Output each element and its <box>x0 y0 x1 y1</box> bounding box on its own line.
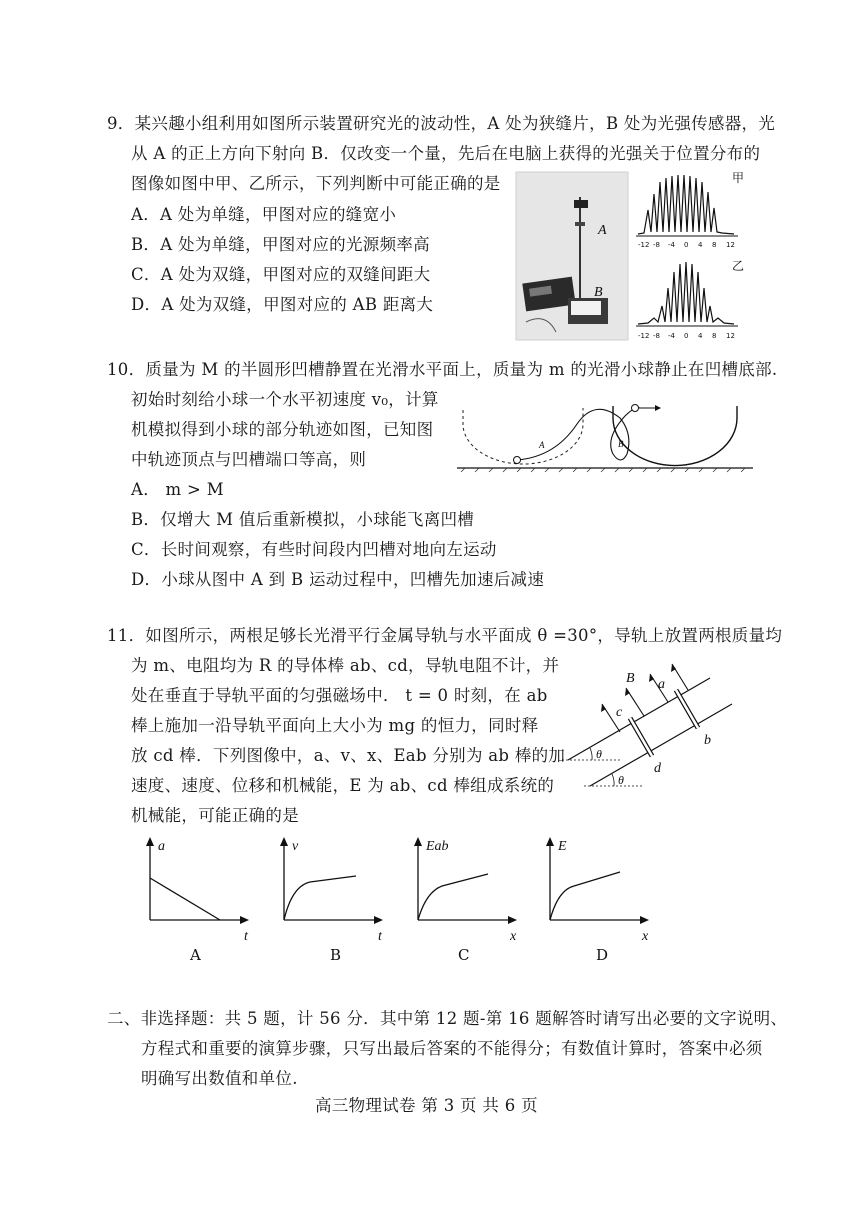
q11-graph-d-ylabel: E <box>558 839 567 854</box>
q9-line-2: 从 A 的正上方向下射向 B．仅改变一个量，先后在电脑上获得的光强关于位置分布的 <box>131 144 761 163</box>
q10-initial-groove <box>463 408 583 464</box>
q10-line-4: 中轨迹顶点与凹槽端口等高，则 <box>131 450 367 469</box>
q9-yi-tick: 8 <box>712 332 717 340</box>
q11-theta-upper: θ <box>596 747 602 761</box>
q10-option-a: A． m > M <box>131 480 224 499</box>
q9-label-yi: 乙 <box>732 259 745 273</box>
q11-graph-b-caption: B <box>330 946 342 964</box>
q11-graph-d-caption: D <box>596 946 609 964</box>
q10-option-b: B．仅增大 M 值后重新模拟，小球能飞离凹槽 <box>131 510 475 529</box>
q10-label-a: A <box>539 440 545 450</box>
q9-line-1: 9．某兴趣小组利用如图所示装置研究光的波动性，A 处为狭缝片，B 处为光强传感器，光 <box>107 114 776 133</box>
q11-graph-a-caption: A <box>190 946 201 964</box>
q11-graph-a-curve <box>150 878 220 920</box>
q9-yi-tick: -4 <box>668 332 675 340</box>
q11-graph-c-curve <box>418 874 488 920</box>
q10-label-b: B <box>618 439 624 449</box>
q9-jia-curve <box>638 175 734 234</box>
q10-option-d: D．小球从图中 A 到 B 运动过程中，凹槽先加速后减速 <box>131 570 545 589</box>
section2-line-3: 明确写出数值和单位. <box>141 1069 298 1088</box>
q9-yi-tick: -8 <box>653 332 660 340</box>
q11-graph-c-ylabel: Eab <box>426 839 449 854</box>
q11-graph-d-xlabel: x <box>642 929 649 944</box>
q11-label-d: d <box>654 761 661 776</box>
q9-jia-tick: 12 <box>726 241 735 249</box>
q11-line-4: 棒上施加一沿导轨平面向上大小为 mg 的恒力，同时释 <box>131 716 539 735</box>
q11-theta-lower: θ <box>618 773 624 787</box>
q11-label-b-field: B <box>626 671 635 686</box>
q10-trajectory-figure <box>455 402 755 474</box>
q9-apparatus-figure <box>516 172 628 340</box>
q11-graph-d <box>540 836 660 966</box>
q9-jia-tick: -8 <box>653 241 660 249</box>
q11-graph-b-curve <box>284 876 356 920</box>
q11-line-5: 放 cd 棒．下列图像中，a、v、x、Eab 分别为 ab 棒的加 <box>131 746 566 765</box>
q9-jia-tick: -12 <box>638 241 650 249</box>
q11-graph-c-xlabel: x <box>510 929 517 944</box>
q11-graph-a <box>140 836 260 966</box>
q9-graph-yi <box>634 256 744 344</box>
q11-graph-b-xlabel: t <box>378 929 382 944</box>
q9-graph-jia <box>634 170 744 254</box>
q11-line-2: 为 m、电阻均为 R 的导体棒 ab、cd，导轨电阻不计，并 <box>131 656 560 675</box>
q11-line-1: 11．如图所示，两根足够长光滑平行金属导轨与水平面成 θ =30°，导轨上放置两根质量均 <box>107 626 783 645</box>
q9-option-d: D．A 处为双缝，甲图对应的 AB 距离大 <box>131 295 434 314</box>
q9-yi-tick: -12 <box>638 332 650 340</box>
q9-line-3: 图像如图中甲、乙所示，下列判断中可能正确的是 <box>131 174 501 193</box>
q9-jia-tick: 4 <box>698 241 703 249</box>
q11-graph-b-ylabel: v <box>292 839 299 854</box>
q11-graph-b <box>274 836 394 966</box>
section2-line-2: 方程式和重要的演算步骤，只写出最后答案的不能得分；有数值计算时，答案中必须 <box>141 1039 763 1058</box>
q9-jia-tick: 0 <box>684 241 689 249</box>
q11-label-c: c <box>616 705 623 720</box>
q9-option-a: A．A 处为单缝，甲图对应的缝宽小 <box>131 205 397 224</box>
q10-line-2: 初始时刻给小球一个水平初速度 v₀，计算 <box>131 390 439 409</box>
q11-label-a: a <box>658 677 665 692</box>
q10-option-c: C．长时间观察，有些时间段内凹槽对地向左运动 <box>131 540 497 559</box>
q11-graph-a-ylabel: a <box>158 839 165 854</box>
q9-label-jia: 甲 <box>732 171 745 185</box>
q10-line-1: 10．质量为 M 的半圆形凹槽静置在光滑水平面上，质量为 m 的光滑小球静止在凹槽底部. <box>107 360 778 379</box>
q9-label-a: A <box>598 223 607 238</box>
q11-graph-a-xlabel: t <box>244 929 248 944</box>
q9-yi-tick: 0 <box>684 332 689 340</box>
q9-yi-curve <box>638 262 734 324</box>
q11-graph-c <box>408 836 528 966</box>
q10-ball-trajectory <box>517 408 640 460</box>
q11-graph-d-curve <box>550 872 620 920</box>
q10-final-groove <box>613 406 737 466</box>
q11-label-b: b <box>704 733 711 748</box>
q11-line-3: 处在垂直于导轨平面的匀强磁场中． t = 0 时刻，在 ab <box>131 686 548 705</box>
q10-ball-end <box>632 405 639 412</box>
q9-jia-tick: 8 <box>712 241 717 249</box>
q9-jia-tick: -4 <box>668 241 675 249</box>
q11-graph-c-caption: C <box>458 946 470 964</box>
q9-label-b: B <box>594 285 603 300</box>
q11-line-7: 机械能，可能正确的是 <box>131 806 299 825</box>
q9-option-b: B．A 处为单缝，甲图对应的光源频率高 <box>131 235 430 254</box>
q9-yi-tick: 4 <box>698 332 703 340</box>
q11-line-6: 速度、速度、位移和机械能，E 为 ab、cd 棒组成系统的 <box>131 776 555 795</box>
q9-yi-tick: 12 <box>726 332 735 340</box>
page-footer: 高三物理试卷 第 3 页 共 6 页 <box>315 1096 538 1115</box>
q10-line-3: 机模拟得到小球的部分轨迹如图，已知图 <box>131 420 434 439</box>
section2-line-1: 二、非选择题：共 5 题，计 56 分．其中第 12 题-第 16 题解答时请写出必要的文字说明、 <box>107 1009 788 1028</box>
q11-rails-figure <box>560 660 740 790</box>
q9-option-c: C．A 处为双缝，甲图对应的双缝间距大 <box>131 265 431 284</box>
q10-ball-start <box>514 457 521 464</box>
